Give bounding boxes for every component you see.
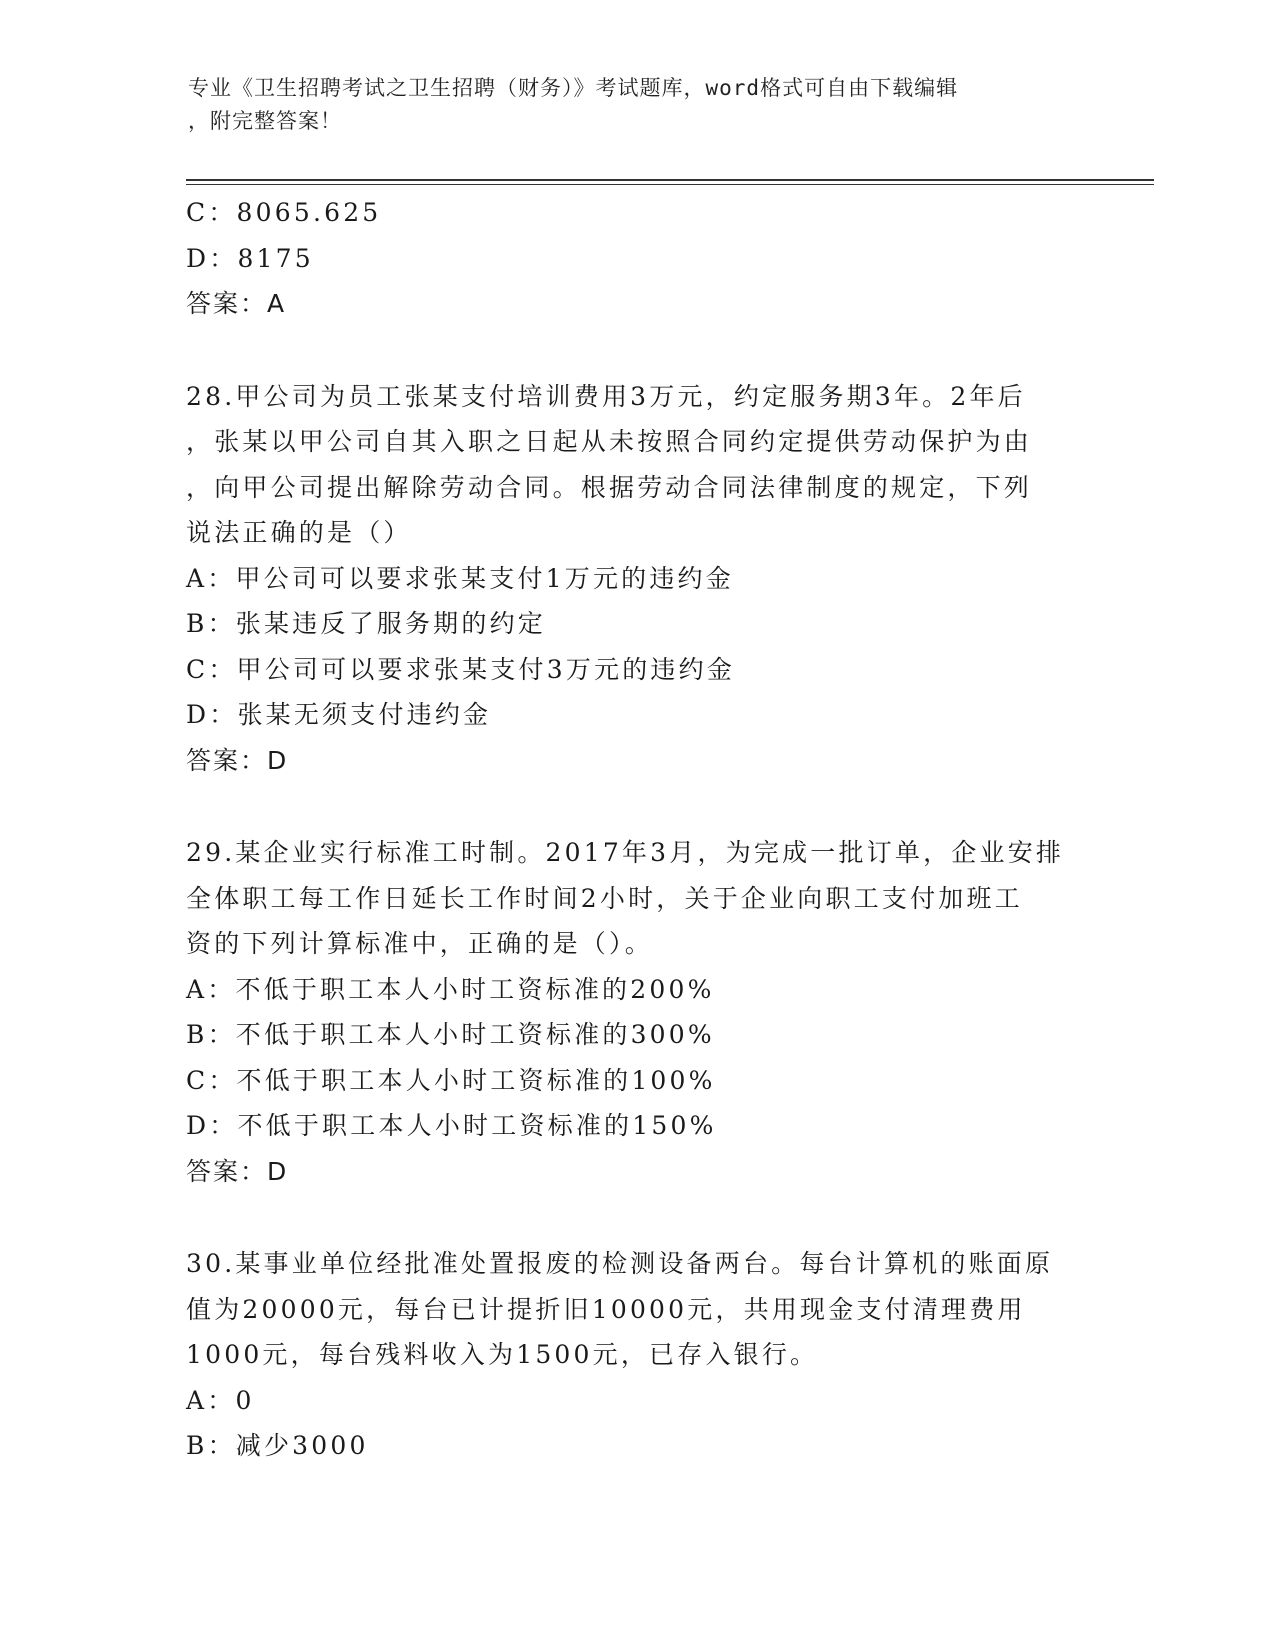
q30-stem-line: 1000元，每台残料收入为1500元，已存入银行。	[186, 1340, 819, 1369]
question-28	[186, 374, 1086, 784]
page-header	[188, 72, 1068, 138]
q30-stem-line: 值为20000元，每台已计提折旧10000元，共用现金支付清理费用	[186, 1294, 1026, 1324]
q29-option-c: C：不低于职工本人小时工资标准的100%	[186, 1065, 716, 1095]
q29-option-d: D：不低于职工本人小时工资标准的150%	[186, 1111, 717, 1140]
q27-option-c: C：8065.625	[186, 198, 382, 227]
q28-stem-line: ，向甲公司提出解除劳动合同。根据劳动合同法律制度的规定，下列	[186, 472, 1033, 502]
header-subtitle-line: ，附完整答案！	[188, 109, 342, 133]
q28-stem-line: 28.甲公司为员工张某支付培训费用3万元，约定服务期3年。2年后	[186, 381, 1026, 411]
q29-stem-line: 29.某企业实行标准工时制。2017年3月，为完成一批订单，企业安排	[186, 838, 1065, 867]
q28-option-b: B：张某违反了服务期的约定	[186, 609, 546, 638]
q29-option-b: B：不低于职工本人小时工资标准的300%	[186, 1020, 715, 1049]
q27-option-d: D：8175	[186, 243, 314, 273]
q28-option-d: D：张某无须支付违约金	[186, 700, 492, 729]
question-30	[186, 1241, 1086, 1469]
q29-stem-line: 资的下列计算标准中，正确的是（）。	[186, 929, 653, 958]
spacer	[186, 783, 1086, 830]
q27-answer: 答案：A	[186, 289, 287, 318]
q28-option-c: C：甲公司可以要求张某支付3万元的违约金	[186, 654, 736, 684]
q30-option-b: B：减少3000	[186, 1431, 369, 1460]
q29-answer: 答案：D	[186, 1156, 289, 1186]
q30-option-a: A：0	[186, 1385, 255, 1415]
q28-stem-line: ，张某以甲公司自其入职之日起从未按照合同约定提供劳动保护为由	[186, 427, 1033, 456]
question-content	[186, 190, 1086, 1469]
q29-stem-line: 全体职工每工作日延长工作时间2小时，关于企业向职工支付加班工	[186, 883, 1023, 913]
q30-stem-line: 30.某事业单位经批准处置报废的检测设备两台。每台计算机的账面原	[186, 1249, 1054, 1278]
q28-answer: 答案：D	[186, 745, 289, 775]
spacer	[186, 327, 1086, 374]
q28-stem-line: 说法正确的是（）	[186, 518, 412, 547]
spacer	[186, 1194, 1086, 1241]
header-title-line: 专业《卫生招聘考试之卫生招聘（财务）》考试题库，word格式可自由下载编辑	[188, 76, 959, 100]
question-29	[186, 830, 1086, 1194]
q29-option-a: A：不低于职工本人小时工资标准的200%	[186, 974, 715, 1004]
q28-option-a: A：甲公司可以要求张某支付1万元的违约金	[186, 563, 734, 593]
header-divider	[186, 179, 1154, 185]
